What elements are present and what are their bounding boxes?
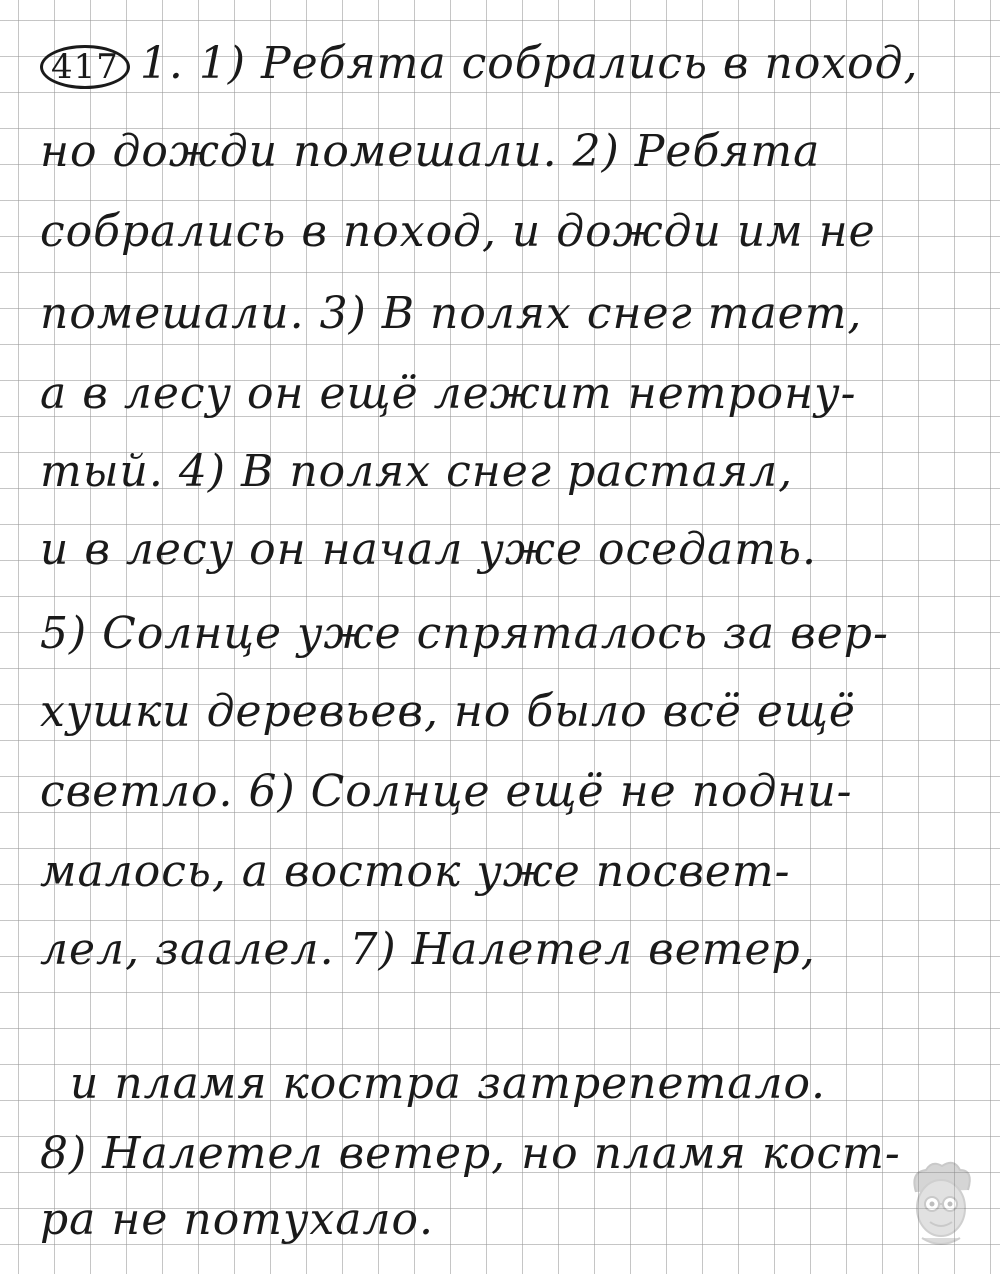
handwritten-line-4: помешали. 3) В полях снег тает,: [40, 288, 863, 339]
handwritten-line-6: тый. 4) В полях снег растаял,: [40, 446, 794, 497]
handwritten-line-1: [40, 38, 919, 89]
handwritten-line-8: 5) Солнце уже спряталось за вер-: [40, 608, 889, 659]
handwritten-line-7: и в лесу он начал уже оседать.: [40, 524, 817, 575]
mascot-logo-icon: [902, 1158, 980, 1250]
line-1-text: 1. 1) Ребята собрались в поход,: [139, 38, 919, 89]
handwritten-line-11: малось, а восток уже посвет-: [40, 846, 791, 897]
handwritten-line-5: а в лесу он ещё лежит нетрону-: [40, 368, 857, 419]
handwritten-line-14: 8) Налетел ветер, но пламя кост-: [40, 1128, 901, 1179]
handwritten-line-10: светло. 6) Солнце ещё не подни-: [40, 766, 853, 817]
handwritten-line-3: собрались в поход, и дожди им не: [40, 206, 876, 257]
handwritten-line-13: и пламя костра затрепетало.: [70, 1058, 827, 1109]
handwritten-line-15: ра не потухало.: [40, 1194, 435, 1245]
handwritten-line-9: хушки деревьев, но было всё ещё: [40, 686, 856, 737]
handwritten-line-2: но дожди помешали. 2) Ребята: [40, 126, 821, 177]
handwritten-line-12: лел, заалел. 7) Налетел ветер,: [40, 924, 816, 975]
task-number-circle: 417: [40, 45, 130, 89]
